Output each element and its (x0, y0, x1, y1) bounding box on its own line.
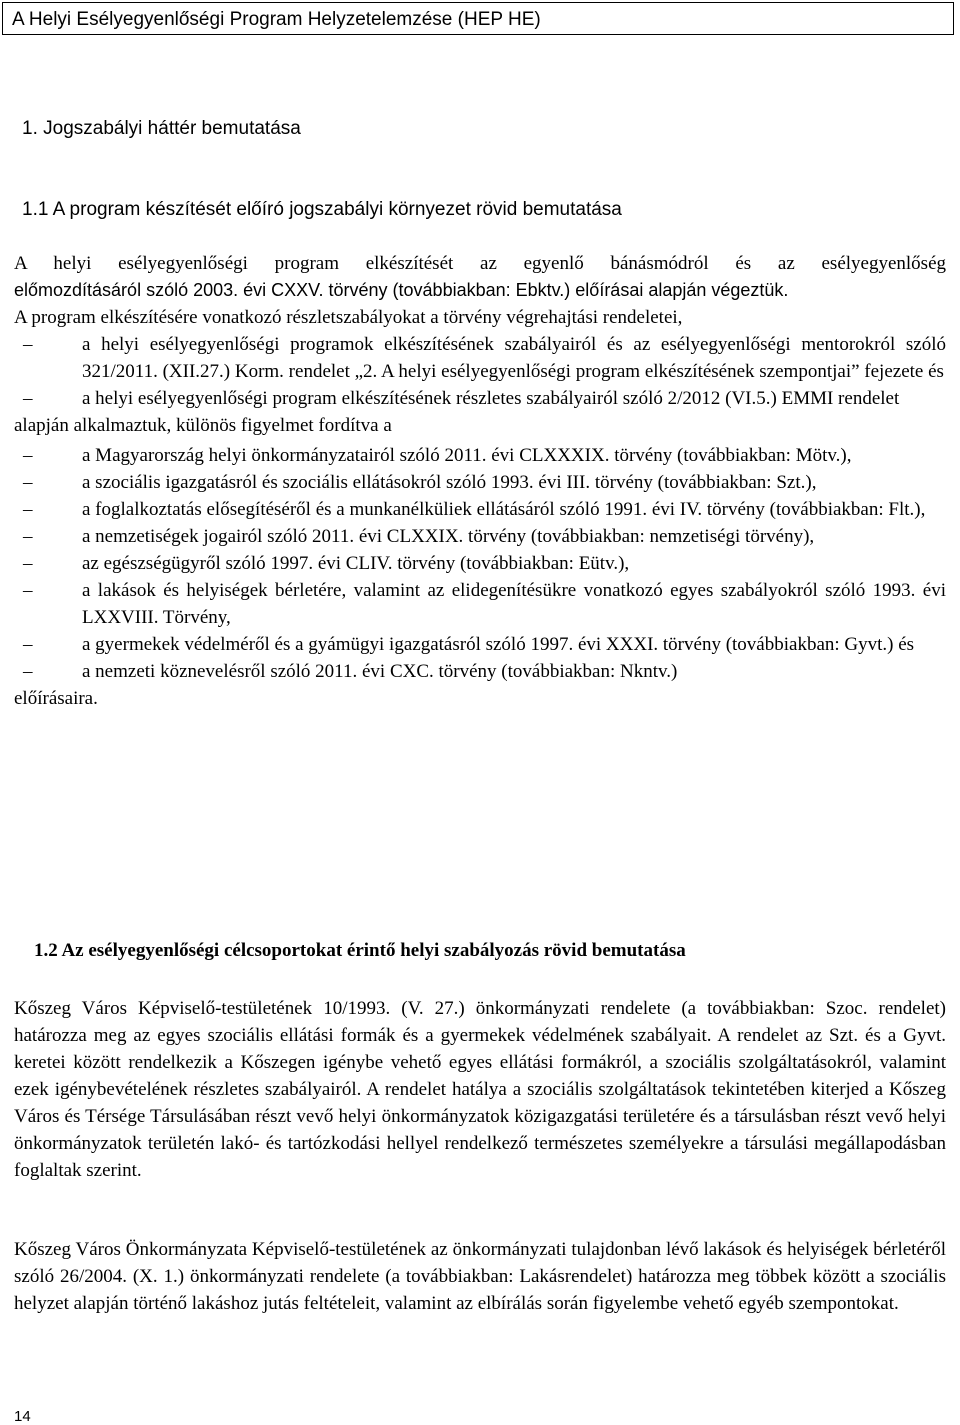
list-item (14, 550, 946, 577)
list-item-text: az egészségügyről szóló 1997. évi CLIV. törvény (továbbiakban: Eütv.), (82, 553, 630, 574)
document-title-box (2, 2, 954, 35)
list-item-text: a nemzetiségek jogairól szóló 2011. évi CLXXIX. törvény (továbbiakban: nemzetiségi törvény), (82, 526, 815, 547)
dash-bullet: – (23, 472, 33, 493)
implementing-decrees-list (14, 331, 946, 412)
paragraph-implementing-rules: A program elkészítésére vonatkozó részletszabályokat a törvény végrehajtási rendeletei, (14, 307, 683, 328)
paragraph-social-decree: Kőszeg Város Képviselő-testületének 10/1993. (V. 27.) önkormányzati rendelete (a továbbiakban: Szoc. rendelet) határozza meg az egyes szociális ellátási formák és a gyermekek védelmének szabályait. A rendelet az Szt. és a Gyvt. keretei között rendelkezik a Kőszegen igénybe vehető egyes ellátási formákról, a szociális szolgáltatásokról, valamint ezek igénybevételének részletes szabályairól. A rendelet hatálya a szociális szolgáltatások tekintetében kiterjed a Kőszeg Város és Térsége Társulásában részt vevő helyi önkormányzatok közigazgatási területére és a társulásban részt vevő helyi önkormányzatok területén lakó- és tartózkodási hellyel rendelkező természetes személyekre a társulási megállapodásban foglaltak szerint. (14, 998, 946, 1181)
section-1-heading: 1. Jogszabályi háttér bemutatása (22, 118, 301, 139)
list-item-text: a foglalkoztatás elősegítéséről és a munkanélküliek ellátásáról szóló 1991. évi IV. törvény (továbbiakban: Flt.), (82, 499, 926, 520)
dash-bullet: – (23, 499, 33, 520)
list-item-text: a helyi esélyegyenlőségi programok elkészítésének szabályairól és az esélyegyenlőségi mentorokról szóló 321/2011. (XII.27.) Korm. rendelet „2. A helyi esélyegyenlőségi program elkészítésének szempontjai” fejezete és (82, 334, 946, 382)
paragraph-housing-decree: Kőszeg Város Önkormányzata Képviselő-testületének az önkormányzati tulajdonban lévő lakások és helyiségek bérletéről szóló 26/2004. (X. 1.) önkormányzati rendelete (a továbbiakban: Lakásrendelet) határozza meg többek között a szociális helyzet alapján történő lakáshoz jutás feltételeit, valamint az elbírálás során figyelembe vehető egyéb szempontokat. (14, 1239, 946, 1314)
list-item (14, 469, 946, 496)
dash-bullet: – (23, 445, 33, 466)
list-item-text: a Magyarország helyi önkormányzatairól szóló 2011. évi CLXXXIX. törvény (továbbiakban: Mötv.), (82, 445, 852, 466)
dash-bullet: – (23, 580, 33, 601)
related-laws-list (14, 442, 946, 685)
list-item-text: a szociális igazgatásról és szociális ellátásokról szóló 1993. évi III. törvény (továbbiakban: Szt.), (82, 472, 817, 493)
paragraph-applied-with: alapján alkalmaztuk, különös figyelmet fordítva a (14, 415, 392, 436)
section-1-2-heading: 1.2 Az esélyegyenlőségi célcsoportokat érintő helyi szabályozás rövid bemutatása (34, 940, 686, 961)
intro-line-2: előmozdításáról szóló 2003. évi CXXV. törvény (továbbiakban: Ebktv.) előírásai alapján végeztük. (14, 280, 789, 300)
list-item (14, 385, 946, 412)
dash-bullet: – (23, 661, 33, 682)
section-1-2-body-2 (14, 1236, 946, 1317)
dash-bullet: – (23, 553, 33, 574)
dash-bullet: – (23, 526, 33, 547)
document-title: A Helyi Esélyegyenlőségi Program Helyzetelemzése (HEP HE) (12, 9, 541, 30)
list-item (14, 496, 946, 523)
list-item-text: a gyermekek védelméről és a gyámügyi igazgatásról szóló 1997. évi XXXI. törvény (továbbiakban: Gyvt.) és (82, 634, 915, 655)
list-item (14, 442, 946, 469)
list-item (14, 331, 946, 385)
list-item-text: a lakások és helyiségek bérletére, valamint az elidegenítésükre vonatkozó egyes szabályokról szóló 1993. évi LXXVIII. Törvény, (82, 580, 946, 628)
list-item-text: a helyi esélyegyenlőségi program elkészítésének részletes szabályairól szóló 2/2012 (VI.5.) EMMI rendelet (82, 388, 900, 409)
dash-bullet: – (23, 388, 33, 409)
section-1-1-heading: 1.1 A program készítését előíró jogszabályi környezet rövid bemutatása (22, 199, 622, 220)
list-item (14, 577, 946, 631)
list-item (14, 658, 946, 685)
dash-bullet: – (23, 634, 33, 655)
list-item (14, 523, 946, 550)
list-item (14, 631, 946, 658)
section-1-1-body (14, 250, 946, 712)
page-number: 14 (14, 1408, 31, 1425)
intro-line-1: A helyi esélyegyenlőségi program elkészítését az egyenlő bánásmódról és az esélyegyenlőség (14, 253, 946, 274)
dash-bullet: – (23, 334, 33, 355)
section-1-2-body (14, 995, 946, 1184)
paragraph-closing: előírásaira. (14, 688, 98, 709)
list-item-text: a nemzeti köznevelésről szóló 2011. évi CXC. törvény (továbbiakban: Nkntv.) (82, 661, 678, 682)
